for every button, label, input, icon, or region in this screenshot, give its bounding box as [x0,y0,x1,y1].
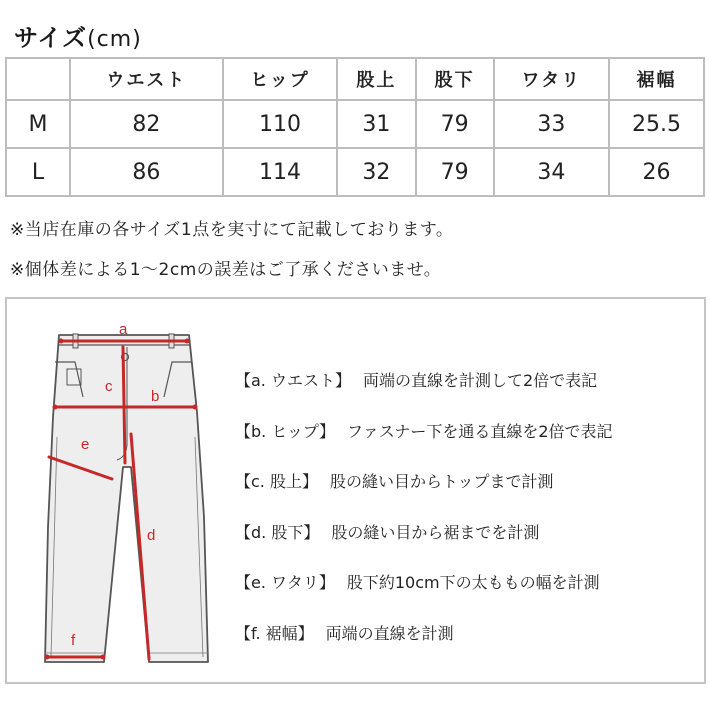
column-header: ヒップ [223,58,338,100]
column-header: ワタリ [494,58,609,100]
table-row [6,100,704,148]
legend-key: 【d. 股下】 [235,522,320,542]
legend-item [235,521,613,572]
column-header: ウエスト [70,58,223,100]
table-cell: 25.5 [609,100,704,148]
column-header: 股上 [337,58,415,100]
size-label-cell: M [6,100,70,148]
measure-line-c [123,347,125,463]
table-cell: 34 [494,148,609,196]
table-cell: 110 [223,100,338,148]
label-a: a [119,321,128,338]
legend-item [235,369,613,420]
legend-desc: 股の縫い目から裾までを計測 [331,522,540,542]
size-table-header [6,58,704,100]
legend-item [235,571,613,622]
legend-desc: 股の縫い目からトップまで計測 [329,472,554,491]
label-c: c [105,378,113,395]
legend-desc: 両端の直線を計測 [325,623,454,643]
legend-key: 【c. 股上】 [235,472,318,491]
measure-end [53,405,58,410]
legend-desc: ファスナー下を通る直線を2倍で表記 [347,421,613,441]
legend-item [235,420,613,471]
measure-end [45,655,50,660]
legend-key: 【a. ウエスト】 [235,371,351,390]
legend-key: 【e. ワタリ】 [235,573,335,592]
table-cell: 26 [609,148,704,196]
note-line: ※当店在庫の各サイズ1点を実寸にて記載しております。 [10,220,454,240]
label-f: f [71,632,76,649]
page-title [14,18,142,53]
table-row [6,148,704,196]
table-cell: 33 [494,100,609,148]
notes [10,215,453,295]
legend-key: 【f. 裾幅】 [235,623,314,643]
table-cell: 82 [70,100,223,148]
measure-end [185,339,190,344]
header-corner-cell [6,58,70,100]
column-header: 裾幅 [609,58,704,100]
measurement-legend [235,369,613,672]
table-cell: 32 [337,148,415,196]
legend-item [235,622,613,673]
size-label-cell: L [6,148,70,196]
note-line: ※個体差による1〜2cmの誤差はご了承くださいませ。 [10,260,442,280]
table-cell: 31 [337,100,415,148]
legend-desc: 両端の直線を計測して2倍で表記 [362,371,598,390]
measure-end [101,655,106,660]
size-table [5,57,705,197]
measurement-diagram [5,297,706,684]
label-e: e [81,436,90,453]
table-cell: 79 [416,148,494,196]
title-text: サイズ [14,24,88,52]
legend-item [235,470,613,521]
table-cell: 86 [70,148,223,196]
legend-key: 【b. ヒップ】 [235,421,336,441]
column-header: 股下 [416,58,494,100]
table-cell: 79 [416,100,494,148]
label-d: d [147,527,156,544]
legend-desc: 股下約10cm下の太ももの幅を計測 [346,573,600,592]
pants-illustration [37,317,217,669]
measure-end [59,339,64,344]
measure-end [193,405,198,410]
table-cell: 114 [223,148,338,196]
title-unit: (cm) [87,27,142,52]
label-b: b [151,388,160,405]
